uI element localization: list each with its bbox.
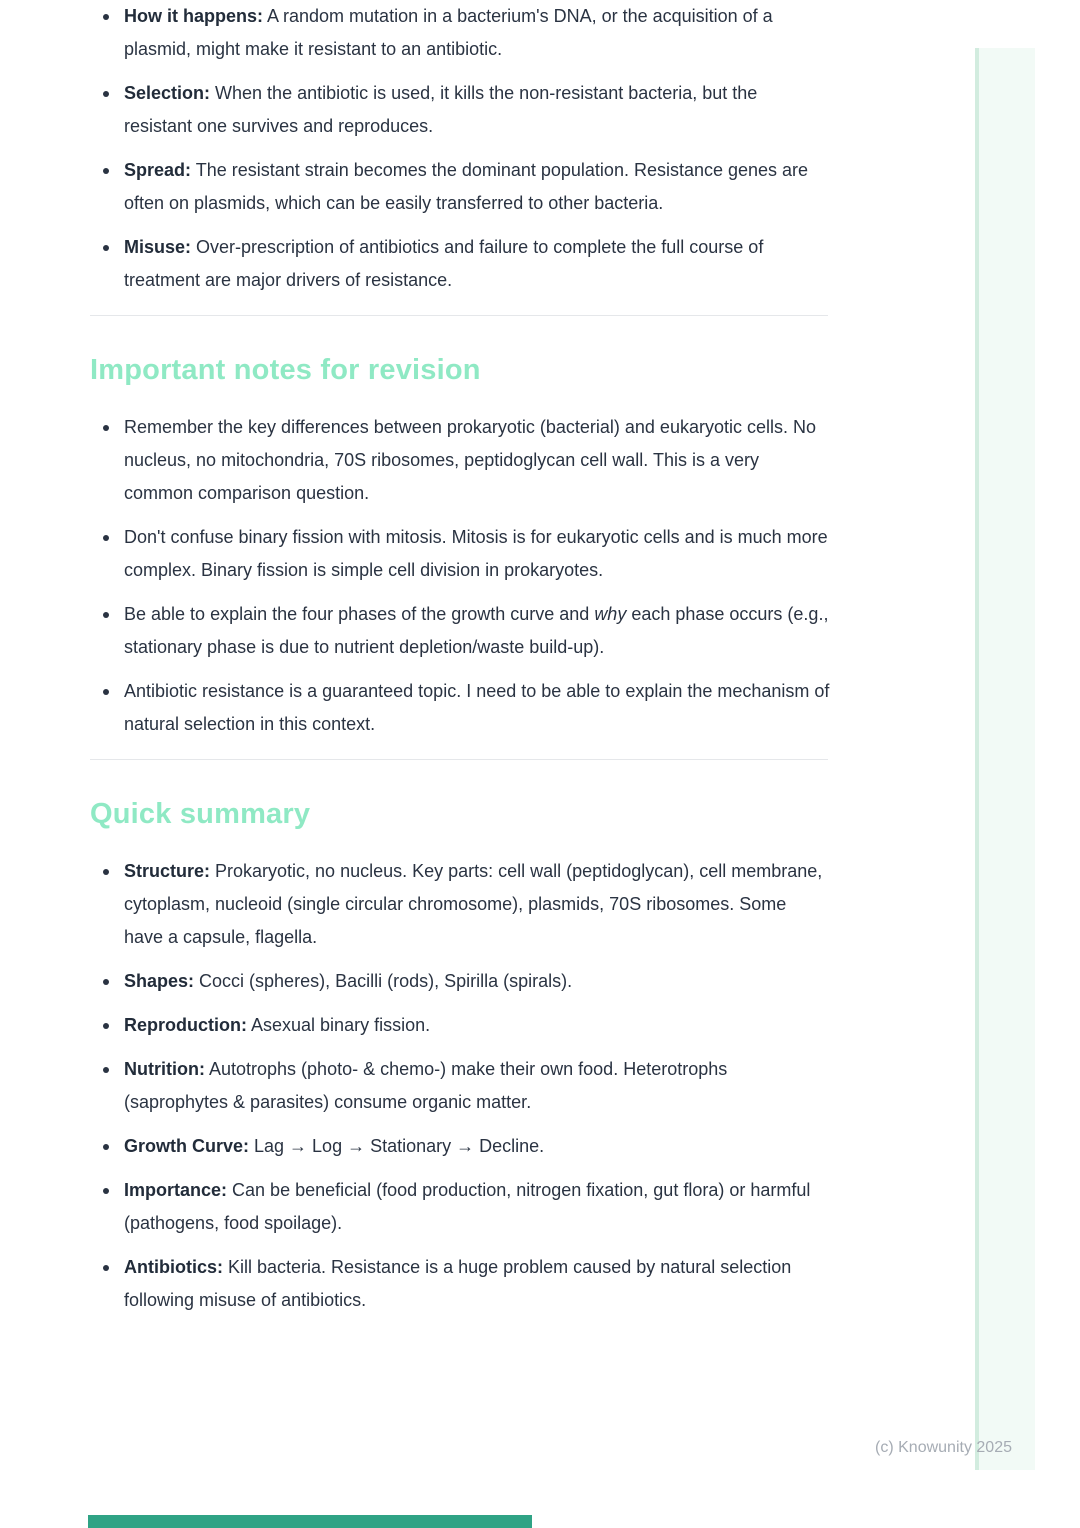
- antibiotic-resistance-list: [90, 0, 830, 297]
- bullet-lead: How it happens:: [124, 6, 263, 26]
- bullet-lead: Reproduction:: [124, 1015, 247, 1035]
- bullet-text: Can be beneficial (food production, nitrogen fixation, gut flora) or harmful (pathogens, food spoilage).: [124, 1180, 811, 1233]
- copyright-credit: (c) Knowunity 2025: [875, 1439, 1012, 1456]
- bullet-item-shapes: [90, 965, 830, 998]
- bullet-text: Lag → Log → Stationary → Decline.: [249, 1136, 545, 1156]
- bullet-lead: Shapes:: [124, 971, 195, 991]
- bullet-text: Cocci (spheres), Bacilli (rods), Spirilla (spirals).: [194, 971, 573, 991]
- bullet-item-growth-curve-phases: [90, 598, 830, 664]
- bullet-text: Don't confuse binary fission with mitosis. Mitosis is for eukaryotic cells and is much more complex. Binary fission is simple cell division in prokaryotes.: [124, 527, 828, 580]
- bullet-text: The resistant strain becomes the dominant population. Resistance genes are often on plasmids, which can be easily transferred to other bacteria.: [124, 160, 809, 213]
- bullet-item-growth-curve: [90, 1130, 830, 1163]
- bullet-item-antibiotic-resistance-topic: [90, 675, 830, 741]
- bullet-lead: Structure:: [124, 861, 211, 881]
- bullet-text: Kill bacteria. Resistance is a huge problem caused by natural selection following misuse of antibiotics.: [124, 1257, 792, 1310]
- bullet-item-nutrition: [90, 1053, 830, 1119]
- bullet-item-reproduction: [90, 1009, 830, 1042]
- bullet-text: A random mutation in a bacterium's DNA, or the acquisition of a plasmid, might make it resistant to an antibiotic.: [124, 6, 773, 59]
- bullet-item-spread: [90, 154, 830, 220]
- bullet-text: Antibiotic resistance is a guaranteed topic. I need to be able to explain the mechanism of natural selection in this context.: [124, 681, 830, 734]
- bullet-text: Remember the key differences between prokaryotic (bacterial) and eukaryotic cells. No nucleus, no mitochondria, 70S ribosomes, peptidoglycan cell wall. This is a very common comparison question.: [124, 417, 816, 503]
- bullet-text: Prokaryotic, no nucleus. Key parts: cell wall (peptidoglycan), cell membrane, cytoplasm, nucleoid (single circular chromosome), plasmids, 70S ribosomes. Some have a capsule, flagella.: [124, 861, 823, 947]
- bullet-item-selection: [90, 77, 830, 143]
- bullet-lead: Selection:: [124, 83, 211, 103]
- bullet-lead: Nutrition:: [124, 1059, 205, 1079]
- summary-section-title: Quick summary: [90, 798, 311, 830]
- bullet-lead: Growth Curve:: [124, 1136, 250, 1156]
- page-edge-stripe: [975, 48, 1035, 1470]
- bullet-text: each phase occurs (e.g., stationary phase is due to nutrient depletion/waste build-up).: [124, 604, 829, 657]
- footer-accent-bar: [88, 1515, 532, 1528]
- bullet-lead: Antibiotics:: [124, 1257, 223, 1277]
- bullet-text: Asexual binary fission.: [247, 1015, 431, 1035]
- section-divider: [90, 759, 828, 760]
- bullet-item-importance: [90, 1174, 830, 1240]
- bullet-text: Be able to explain the four phases of the growth curve and: [124, 604, 595, 624]
- bullet-lead: Spread:: [124, 160, 192, 180]
- bullet-lead: Importance:: [124, 1180, 228, 1200]
- bullet-item-binary-fission: [90, 521, 830, 587]
- bullet-lead: Misuse:: [124, 237, 192, 257]
- bullet-text: Autotrophs (photo- & chemo-) make their own food. Heterotrophs (saprophytes & parasites) consume organic matter.: [124, 1059, 728, 1112]
- bullet-item-antibiotics: [90, 1251, 830, 1317]
- section-divider: [90, 315, 828, 316]
- bullet-item-structure: [90, 855, 830, 954]
- bullet-text: When the antibiotic is used, it kills the non-resistant bacteria, but the resistant one survives and reproduces.: [124, 83, 758, 136]
- revision-section-title: Important notes for revision: [90, 354, 481, 386]
- bullet-text-italic: why: [594, 604, 627, 624]
- revision-notes-list: [90, 411, 830, 741]
- quick-summary-list: [90, 855, 830, 1317]
- bullet-item-prokaryotic-differences: [90, 411, 830, 510]
- bullet-item-how-it-happens: [90, 0, 830, 66]
- bullet-item-misuse: [90, 231, 830, 297]
- bullet-text: Over-prescription of antibiotics and failure to complete the full course of treatment are major drivers of resistance.: [124, 237, 764, 290]
- document-content: [90, 0, 830, 1328]
